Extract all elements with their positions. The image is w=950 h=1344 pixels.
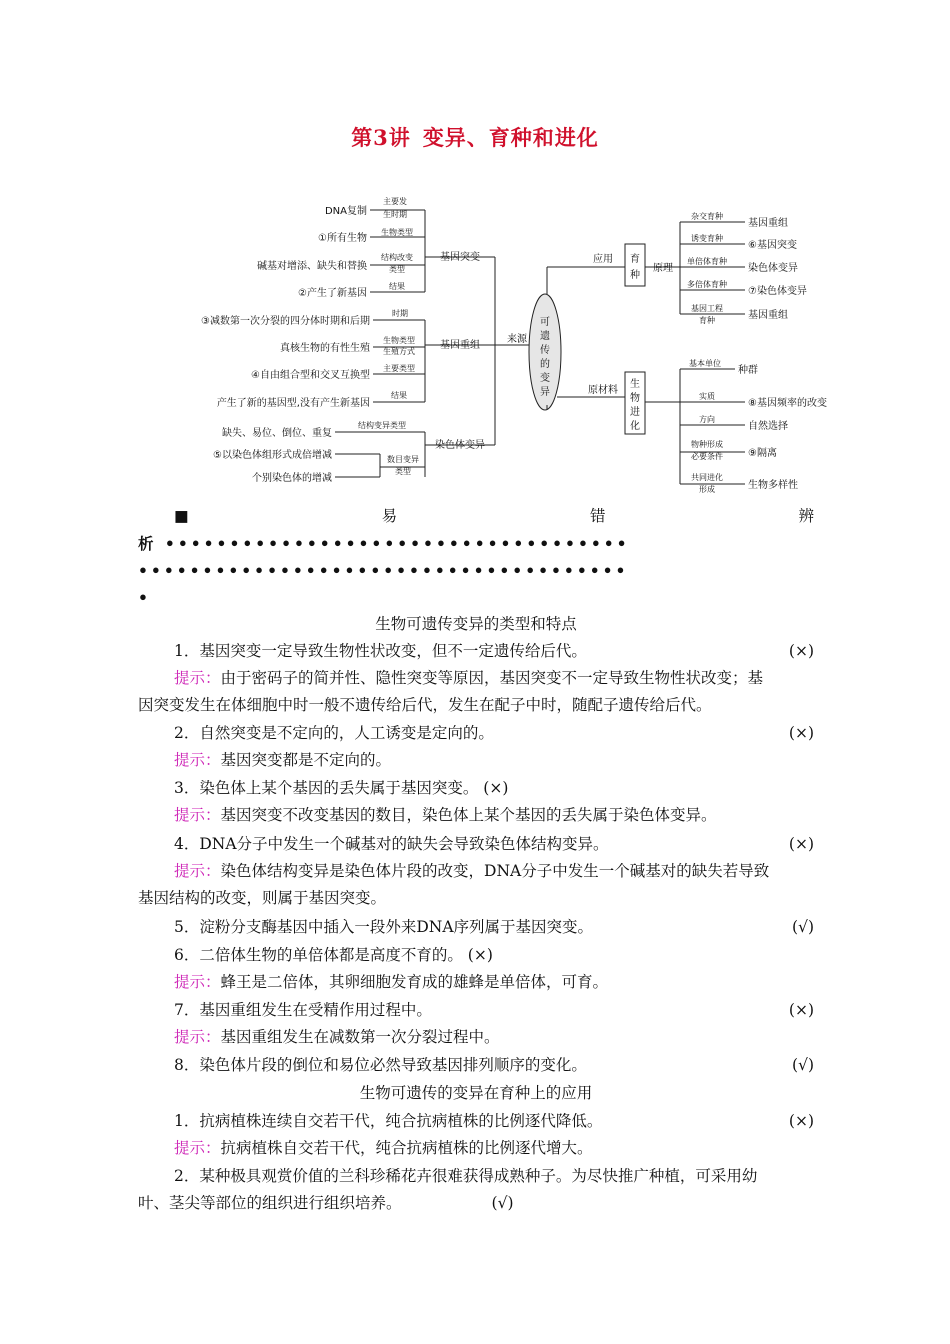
svg-text:⑦染色体变异: ⑦染色体变异	[748, 286, 807, 297]
svg-text:类型: 类型	[389, 265, 405, 274]
svg-text:生时期: 生时期	[383, 210, 407, 219]
svg-text:⑨隔离: ⑨隔离	[748, 448, 777, 459]
svg-text:生物多样性: 生物多样性	[748, 480, 798, 491]
value-sexual-reproduction: 真核生物的有性生殖	[280, 343, 370, 354]
key-organism-type: 生物类型	[381, 228, 413, 237]
svg-text:类型: 类型	[395, 467, 411, 476]
q5: 5．淀粉分支酶基因中插入一段外来DNA序列属于基因突变。 (√)	[174, 918, 814, 936]
svg-text:共同进化: 共同进化	[691, 473, 723, 482]
hint3: 提示：基因突变不改变基因的数目，染色体上某个基因的丢失属于染色体变异。	[174, 806, 717, 824]
svg-text:⑧基因频率的改变: ⑧基因频率的改变	[748, 398, 827, 409]
q10: 2．某种极具观赏价值的兰科珍稀花卉很难获得成熟种子。为尽快推广种植，可采用幼	[174, 1167, 758, 1185]
svg-text:变: 变	[540, 373, 550, 384]
q3: 3．染色体上某个基因的丢失属于基因突变。 (×)	[174, 779, 509, 797]
svg-text:异: 异	[540, 387, 550, 398]
page-title	[0, 122, 950, 152]
subheading-breeding: 生物可遗传的变异在育种上的应用	[359, 1084, 593, 1102]
svg-text:杂交育种: 杂交育种	[691, 212, 723, 221]
chromosome-variation-label: 染色体变异	[435, 440, 485, 451]
dot-row-3: •	[138, 588, 151, 607]
dot-row-1: 析 ••••••••••••••••••••••••••••••••••••	[138, 534, 630, 553]
svg-text:染色体变异: 染色体变异	[748, 263, 798, 274]
svg-text:必要条件: 必要条件	[691, 452, 723, 461]
svg-text:方向: 方向	[699, 415, 715, 424]
hint9: 提示：抗病植株自交若干代，纯合抗病植株的比例逐代增大。	[174, 1139, 593, 1157]
q7: 7．基因重组发生在受精作用过程中。 (×)	[174, 1001, 814, 1019]
svg-text:可: 可	[540, 317, 550, 328]
svg-text:物种形成: 物种形成	[691, 440, 723, 449]
hint4: 提示：染色体结构变异是染色体片段的改变，DNA分子中发生一个碱基对的缺失若导致	[174, 862, 770, 880]
svg-text:多倍体育种: 多倍体育种	[687, 280, 727, 289]
value-recombination-types: ④自由组合型和交叉互换型	[251, 370, 370, 381]
q4: 4．DNA分子中发生一个碱基对的缺失会导致染色体结构变异。 (×)	[174, 835, 814, 853]
value-genome-multiples: ⑤以染色体组形式成倍增减	[213, 450, 332, 461]
svg-text:物: 物	[630, 393, 640, 404]
value-new-genotype: 产生了新的基因型,没有产生新基因	[216, 398, 370, 409]
application-label: 应用	[593, 254, 613, 265]
hint1: 提示：由于密码子的简并性、隐性突变等原因，基因突变不一定导致生物性状改变；基	[174, 669, 764, 687]
svg-text:实质: 实质	[699, 392, 715, 401]
hint7: 提示：基因重组发生在减数第一次分裂过程中。	[174, 1028, 500, 1046]
svg-text:育种: 育种	[699, 316, 715, 325]
svg-text:生: 生	[630, 379, 640, 390]
svg-text:结构变异类型: 结构变异类型	[358, 421, 406, 430]
svg-text:单倍体育种: 单倍体育种	[687, 257, 727, 266]
svg-text:传: 传	[540, 345, 550, 356]
hint1-cont: 因突变发生在体细胞中时一般不遗传给后代，发生在配子中时，随配子遗传给后代。	[138, 696, 712, 714]
svg-text:⑥基因突变: ⑥基因突变	[748, 240, 797, 251]
q1: 1．基因突变一定导致生物性状改变，但不一定遗传给后代。 (×)	[174, 642, 814, 660]
q6: 6．二倍体生物的单倍体都是高度不育的。 (×)	[174, 946, 493, 964]
svg-text:基本单位: 基本单位	[689, 359, 721, 368]
value-all-organisms: ①所有生物	[318, 233, 367, 244]
svg-text:化: 化	[630, 421, 640, 432]
svg-text:结果: 结果	[391, 391, 407, 400]
lecture-number: 第3讲	[351, 125, 411, 150]
value-base-changes: 碱基对增添、缺失和替换	[257, 261, 367, 272]
svg-text:育: 育	[630, 254, 640, 265]
svg-text:的: 的	[540, 359, 550, 370]
svg-text:基因工程: 基因工程	[691, 304, 723, 313]
value-structural-types: 缺失、易位、倒位、重复	[222, 428, 332, 439]
svg-text:主要类型: 主要类型	[383, 364, 415, 373]
q9: 1．抗病植株连续自交若干代，纯合抗病植株的比例逐代降低。 (×)	[174, 1112, 814, 1130]
q8: 8．染色体片段的倒位和易位必然导致基因排列顺序的变化。 (√)	[174, 1056, 814, 1074]
svg-text:基因重组: 基因重组	[748, 310, 788, 321]
svg-text:数目变异: 数目变异	[387, 455, 419, 464]
principle-label: 原理	[653, 263, 673, 274]
key-main-period: 主要发	[383, 197, 407, 206]
svg-text:进: 进	[630, 407, 640, 418]
gene-recombination-label: 基因重组	[440, 340, 480, 351]
dot-row-2: ••••••••••••••••••••••••••••••••••••••	[138, 561, 629, 580]
raw-material-label: 原材料	[588, 385, 618, 396]
svg-text:形成: 形成	[699, 485, 715, 494]
lecture-topic: 变异、育种和进化	[422, 125, 599, 150]
svg-text:生物类型: 生物类型	[383, 336, 415, 345]
svg-text:基因重组: 基因重组	[748, 218, 788, 229]
hint4-cont: 基因结构的改变，则属于基因突变。	[138, 889, 387, 907]
concept-map	[195, 192, 835, 497]
subheading-types: 生物可遗传变异的类型和特点	[375, 615, 577, 633]
value-meiosis-period: ③减数第一次分裂的四分体时期和后期	[201, 316, 370, 327]
svg-text:种: 种	[630, 270, 640, 281]
svg-text:自然选择: 自然选择	[748, 421, 788, 432]
hint6: 提示：蜂王是二倍体，其卵细胞发育成的雄蜂是单倍体，可育。	[174, 973, 609, 991]
key-result: 结果	[389, 282, 405, 291]
svg-text:生殖方式: 生殖方式	[383, 347, 415, 356]
svg-text:诱变育种: 诱变育种	[691, 234, 723, 243]
svg-text:结构改变: 结构改变	[381, 253, 413, 262]
svg-text:种群: 种群	[738, 365, 758, 376]
svg-text:时期: 时期	[392, 309, 408, 318]
value-individual-chromosomes: 个别染色体的增减	[252, 473, 332, 484]
svg-text:遗: 遗	[540, 331, 550, 342]
source-label: 来源	[507, 334, 527, 345]
q2: 2．自然突变是不定向的，人工诱变是定向的。 (×)	[174, 724, 814, 742]
value-dna-replication: DNA复制	[324, 206, 367, 217]
q10-cont: 叶、茎尖等部位的组织进行组织培养。 (√)	[138, 1194, 514, 1212]
gene-mutation-label: 基因突变	[440, 252, 480, 263]
section-heading: ■ 易 错 辨	[174, 507, 814, 525]
hint2: 提示：基因突变都是不定向的。	[174, 751, 392, 769]
value-new-gene: ②产生了新基因	[298, 288, 367, 299]
